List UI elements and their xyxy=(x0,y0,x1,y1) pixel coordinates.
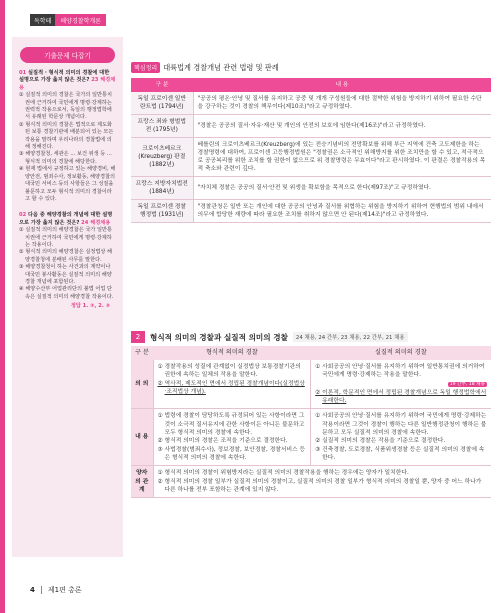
exam-year-badge: 19 간부, 18 채용 xyxy=(449,381,485,387)
law-summary-heading xyxy=(131,62,491,73)
page-number: 4 xyxy=(30,586,35,594)
section-2-number: 2 xyxy=(131,331,145,343)
part-title: 제1편 총론 xyxy=(47,586,82,594)
question-1-text: 실질적 · 형식적 의미의 경찰에 대한 설명으로 가장 옳지 않은 것은? xyxy=(19,70,110,84)
row-label-meaning: 의 의 xyxy=(131,360,153,409)
question-1-choice: ② 형식적 의미의 경찰은 법적으로 제도화된 보통 경찰기관에 배분되어 있는 모든 작용을 말하며 우리나라의 경찰법에 의해 정해진다. xyxy=(19,121,114,151)
list-item: ② 실질적 의미의 경찰은 작용을 기준으로 결정한다. xyxy=(315,438,446,445)
relation-cell xyxy=(153,466,491,498)
footer-divider xyxy=(41,586,42,594)
question-1 xyxy=(12,67,123,203)
page-footer xyxy=(30,585,82,595)
list-item: ② 형식적 의미의 경찰 일부가 실질적 의미의 경찰이고, 실질적 의미의 경찰 일부가 형식적 의미의 경찰일 뿐, 양자 중 어느 하나가 다른 하나를 전부 포함하는 관계에 있지 않다. xyxy=(157,478,482,493)
law-content: "자치체 경찰은 공공의 질서·안전 및 위생을 확보함을 목적으로 한다(제97조)"고 규정하였다. xyxy=(193,177,491,200)
question-2-title xyxy=(19,212,116,227)
header-tag-book: 독학테 xyxy=(30,14,55,26)
law-name: 크로이츠베르크 (Kreuzberg) 판결 (1882년) xyxy=(131,138,193,177)
list-item: ② 역사적, 제도적인 면에서 정립된 경찰개념이다(실정법상·조직법상 개념). xyxy=(157,380,305,395)
table-row xyxy=(131,409,491,466)
list-item: ② 이론적, 학문적인 면에서 정립된 경찰개념으로 독일 행정법학에서 유래한다. xyxy=(315,389,487,405)
table-row xyxy=(131,138,491,177)
law-content: "경찰관청은 일반 또는 개인에 대한 공공의 안녕과 질서를 위협하는 위험을 방지하기 위하여 현행법의 범위 내에서 의무에 합당한 재량에 따라 필요한 조치를 취하지 않으면 안 된다(제14조)"라고 규정하였다. xyxy=(193,200,491,223)
answer-key: 정답 1. ③, 2. ③ xyxy=(70,303,110,310)
table-row xyxy=(131,177,491,200)
list-item: ① 사회공공의 안녕·질서를 유지하기 위하여 일반통치권에 의거하여 국민에게 명령·강제하는 작용을 말한다. xyxy=(315,364,485,379)
question-2-year: 24 해경채용 xyxy=(81,219,111,226)
question-1-year: 23 해경채용 xyxy=(19,77,116,91)
law-content: "경찰은 공공의 질서·자유·재산 및 개인의 안전의 보호에 임한다(제16조)"라고 규정하였다. xyxy=(193,115,491,138)
cmp-header-formal: 형식적 의미의 경찰 xyxy=(153,346,311,360)
question-1-title xyxy=(19,70,116,92)
section-2-exam-years: 24 채용, 24 간부, 23 채용, 22 간부, 21 채용 xyxy=(293,332,408,342)
key-summary-chip: 핵심정리 xyxy=(131,62,160,73)
law-content: "공공의 평온·안녕 및 질서를 유지하고 공중 및 개개 구성원들에 대한 절박한 위험을 방지하기 위하여 필요한 수단을 강구하는 것이 경찰의 책무이다(제10조)"라고 규정하였다. xyxy=(193,92,491,115)
law-table-header-category: 구 분 xyxy=(131,78,193,92)
list-item: ① 경찰작용의 성질에 관계없이 실정법상 보통경찰기관의 권한에 속하는 일체의 작용을 말한다. xyxy=(157,364,301,379)
question-1-number: 01 xyxy=(19,70,27,76)
page-edge-strip xyxy=(0,0,5,613)
formal-content-cell xyxy=(153,409,311,466)
row-label-content: 내 용 xyxy=(131,409,153,466)
table-row xyxy=(131,466,491,498)
list-item: ③ 건축경찰, 도로경찰, 식품위생경찰 등은 실질적 의미의 경찰에 속한다. xyxy=(315,446,485,461)
law-name: 프랑스 지방자치법전 (1884년) xyxy=(131,177,193,200)
question-1-choice: ① 실질적 의미의 경찰은 국가의 일반통치권에 근거하여 국민에게 명령·강제하는 권력적 작용으로서, 독일의 행정법학에서 유래된 학문상 개념이다. xyxy=(19,92,113,121)
question-2-choice: ③ 해양경찰청이 하는 사건과의 계약이나 대국민 봉사활동은 실질적 의미의 해양경찰 개념에 포함된다. xyxy=(19,264,112,285)
section-2-title: 형식적 의미의 경찰과 실질적 의미의 경찰 xyxy=(150,332,288,342)
table-row xyxy=(131,360,491,409)
list-item: ① 사회공공의 안녕·질서를 유지하기 위하여 국민에게 명령·강제하는 작용이라면 그것이 경찰이 행하는 다른 일반행정관청이 행하든 불문하고 모두 실질적 의미의 경찰에 속한다. xyxy=(315,413,487,437)
row-label-relation: 양자의 관계 xyxy=(131,466,153,498)
question-2-choice: ① 실질적 의미의 해양경찰은 국가 일반통치권에 근거하여 국민에게 명령·강제하는 작용이다. xyxy=(19,227,113,248)
question-2 xyxy=(12,209,123,310)
table-row xyxy=(131,92,491,115)
question-2-text: 다음 중 해양경찰의 개념에 대한 설명으로 가장 옳지 않은 것은? xyxy=(19,212,113,226)
sidebar-title: 기출문제 다잡기 xyxy=(20,47,115,63)
cmp-header-substantive: 실질적 의미의 경찰 xyxy=(311,346,491,360)
list-item: ② 형식적 의미의 경찰은 조직을 기준으로 결정한다. xyxy=(157,438,288,445)
question-1-choice: ④ 현재 법에서 규정하고 있는 해양경비, 해양안전, 범죄수사, 정보활동, 해양경찰의 대국민 서비스 등의 사항들은 그 성질을 불문하고 모두 형식적 의미의 경찰이라고 할 수 있다. xyxy=(19,166,116,202)
table-row xyxy=(131,200,491,223)
question-1-choice: ③ 해양경찰청, 세관은 ... 보건 위생 등 ... 형식적 의미의 경찰에 해당한다. xyxy=(19,151,112,165)
list-item: ① 법령에 경찰이 담당하도록 규정되어 있는 사항이라면 그것이 소극적 질서유지에 관한 사항이든 아니든 불문하고 모두 형식적 의미의 경찰에 속한다. xyxy=(157,413,305,437)
law-table xyxy=(131,78,491,223)
table-row xyxy=(131,115,491,138)
substantive-meaning-cell xyxy=(311,360,491,409)
question-2-choice: ④ 해양수산부 어업관리단의 불법 어업 단속은 실질적 의미의 해양경찰 작용이다. xyxy=(19,286,114,300)
list-item: ① 형식적 의미의 경찰이 위험방지라는 실질적 의미의 경찰작용을 행하는 경우에는 양자가 일치한다. xyxy=(157,470,409,477)
law-content: 베를린의 크로이츠베르크(Kreuzberg)에 있는 전승기념비의 전망확보를 위해 부근 지역에 건축 고도제한을 하는 경찰명령에 대하여, 프로이센 고등행정법원은 "경찰권은 소극적인 위해방지를 위한 조치만을 할 수 있고, 적극적으로 공공복리를 위한 조치를 할 권한이 없으므로 위 경찰명령은 무효이다"라고 판시하였다. 이 판결은 경찰작용의 목적 축소와 관련이 깊다. xyxy=(193,138,491,177)
formal-meaning-cell xyxy=(153,360,311,409)
law-summary-section xyxy=(131,62,491,223)
question-2-choice: ② 형식적 의미의 해양경찰은 실정법상 해양경찰청에 분배된 사무를 말한다. xyxy=(19,249,113,263)
section-2-heading xyxy=(131,331,491,343)
police-concept-section xyxy=(131,331,491,498)
question-2-number: 02 xyxy=(19,212,27,219)
exam-sidebar xyxy=(12,37,123,557)
law-name: 독일 프로이센 경찰행정법 (1931년) xyxy=(131,200,193,223)
running-header xyxy=(30,14,106,26)
substantive-content-cell xyxy=(311,409,491,466)
law-name: 프랑스 죄와 형벌법전 (1795년) xyxy=(131,115,193,138)
list-item: ③ 사법경찰(범죄수사), 정보경찰, 보안경찰, 경찰서비스 등은 형식적 의미의 경찰에 속한다. xyxy=(157,446,306,461)
law-summary-title: 대륙법계 경찰개념 관련 법령 및 판례 xyxy=(163,62,279,72)
header-tag-subject: 해양경찰학개론 xyxy=(55,14,106,26)
law-table-header-content: 내 용 xyxy=(193,78,491,92)
law-name: 독일 프로이센 일반란트법 (1794년) xyxy=(131,92,193,115)
comparison-table xyxy=(131,346,491,498)
cmp-header-category: 구 분 xyxy=(131,346,153,360)
